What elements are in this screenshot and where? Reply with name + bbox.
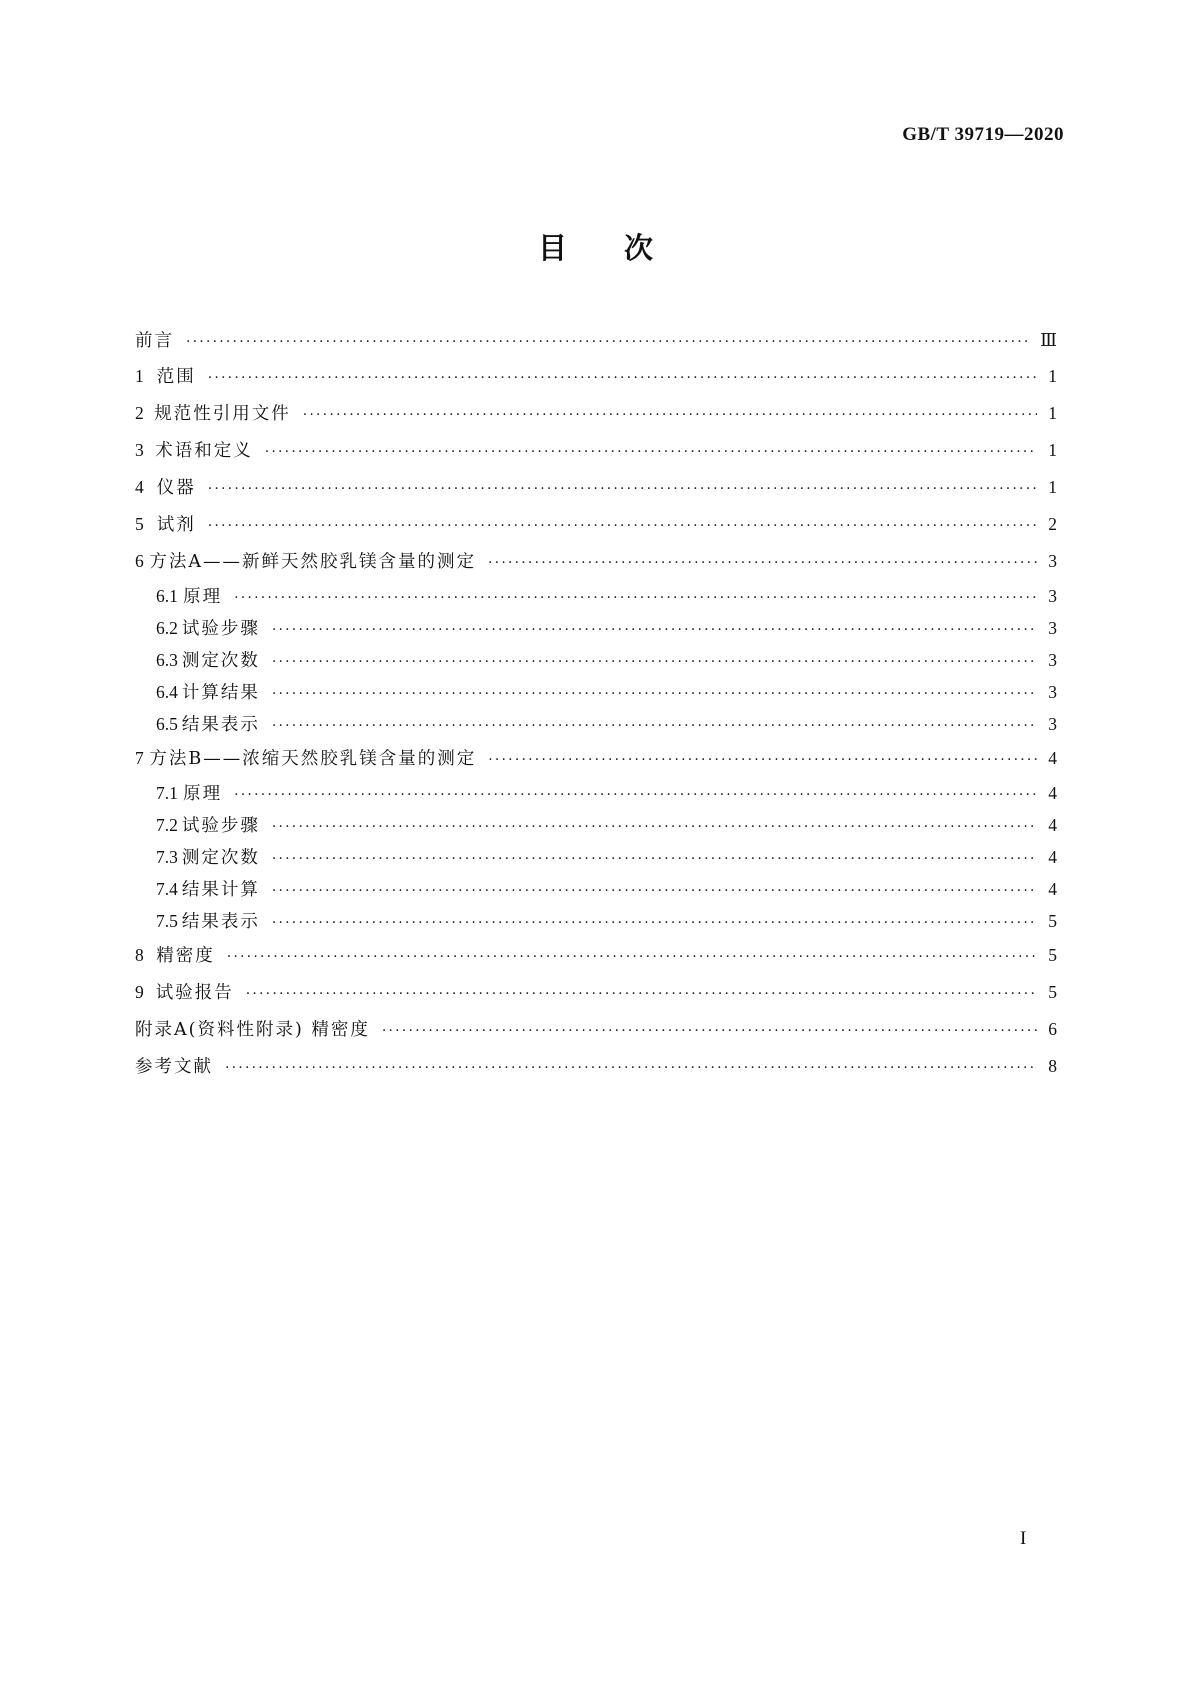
toc-entry[interactable] (135, 937, 1057, 974)
toc-entry-number: 7.2 (156, 815, 178, 835)
toc-entry-page: 5 (1048, 945, 1057, 965)
toc-entry-number: 7.5 (156, 911, 178, 931)
toc-entry-number: 6 (135, 551, 144, 571)
toc-entry-number: 1 (135, 366, 144, 386)
toc-entry-label: 附录A(资料性附录) 精密度 (135, 1020, 370, 1040)
standard-code: GB/T 39719—2020 (902, 124, 1064, 145)
toc-entry-page: 4 (1048, 783, 1057, 803)
toc-entry[interactable] (135, 809, 1057, 841)
toc-entry-label: 计算结果 (181, 683, 260, 703)
toc-entry-page: 4 (1048, 748, 1057, 768)
toc-entry[interactable] (135, 974, 1057, 1011)
toc-entry-number: 6.2 (156, 618, 178, 638)
toc-entry[interactable] (135, 395, 1057, 432)
toc-entry-number: 7.4 (156, 879, 178, 899)
toc-entry-number: 6.3 (156, 650, 178, 670)
toc-entry-label: 范围 (156, 367, 196, 387)
toc-entry-number: 7 (135, 748, 144, 768)
toc-entry[interactable] (135, 322, 1057, 358)
toc-entry-label: 试验步骤 (181, 619, 260, 639)
toc-entry-page: Ⅲ (1040, 330, 1057, 350)
dot-leader (303, 397, 1037, 434)
toc-entry-page: 8 (1048, 1056, 1057, 1076)
toc-entry[interactable] (135, 708, 1057, 740)
dot-leader (272, 614, 1037, 646)
toc-entry-label: 原理 (183, 587, 223, 607)
dot-leader (234, 582, 1037, 614)
toc-entry[interactable] (135, 873, 1057, 905)
toc-entry-page: 1 (1048, 366, 1057, 386)
toc-entry-number: 3 (135, 440, 144, 460)
toc-entry[interactable] (135, 841, 1057, 873)
dot-leader (488, 545, 1037, 582)
dot-leader (186, 324, 1032, 360)
toc-entry-number: 6.5 (156, 714, 178, 734)
toc-entry[interactable] (135, 1048, 1057, 1085)
toc-entry-number: 6.4 (156, 682, 178, 702)
toc-entry-page: 3 (1048, 618, 1057, 638)
toc-entry[interactable] (135, 740, 1057, 777)
dot-leader (272, 907, 1037, 939)
toc-entry-page: 4 (1048, 815, 1057, 835)
dot-leader (208, 471, 1037, 508)
dot-leader (227, 939, 1037, 976)
toc-entry[interactable] (135, 580, 1057, 612)
toc-entry-label: 方法A——新鲜天然胶乳镁含量的测定 (149, 552, 477, 572)
toc-entry-page: 4 (1048, 847, 1057, 867)
toc-entry-page: 3 (1048, 551, 1057, 571)
dot-leader (488, 742, 1037, 779)
toc-entry-page: 3 (1048, 650, 1057, 670)
toc-entry-label: 精密度 (156, 946, 215, 966)
toc-entry-label: 术语和定义 (155, 441, 253, 461)
toc-entry-page: 5 (1048, 982, 1057, 1002)
toc-entry-label: 仪器 (156, 478, 196, 498)
page-title: 目次 (537, 231, 710, 265)
toc-entry-label: 原理 (183, 784, 223, 804)
toc-entry[interactable] (135, 777, 1057, 809)
dot-leader (208, 508, 1037, 545)
toc-entry-page: 1 (1048, 477, 1057, 497)
toc-entry[interactable] (135, 358, 1057, 395)
toc-entry-number: 7.3 (156, 847, 178, 867)
dot-leader (246, 976, 1037, 1013)
toc-entry-page: 6 (1048, 1019, 1057, 1039)
toc-entry-number: 9 (135, 982, 144, 1002)
toc-entry-label: 结果表示 (181, 715, 260, 735)
toc-entry[interactable] (135, 432, 1057, 469)
dot-leader (272, 646, 1037, 678)
toc-entry-label: 结果计算 (181, 880, 260, 900)
toc-entry[interactable] (135, 469, 1057, 506)
toc-entry-label: 测定次数 (181, 651, 260, 671)
toc-entry-label: 前言 (135, 331, 174, 351)
toc-entry-label: 参考文献 (135, 1057, 213, 1077)
dot-leader (272, 875, 1037, 907)
page-number: I (1020, 1528, 1027, 1549)
toc-entry-number: 8 (135, 945, 144, 965)
toc-entry[interactable] (135, 612, 1057, 644)
dot-leader (382, 1013, 1037, 1050)
dot-leader (272, 710, 1037, 742)
toc-entry-label: 规范性引用文件 (154, 404, 291, 424)
toc-entry-page: 1 (1048, 440, 1057, 460)
dot-leader (208, 360, 1037, 397)
toc-entry-page: 5 (1048, 911, 1057, 931)
toc-entry-number: 5 (135, 514, 144, 534)
toc-entry-label: 测定次数 (181, 848, 260, 868)
toc-entry-label: 试验报告 (155, 983, 234, 1003)
toc-entry-label: 结果表示 (181, 912, 260, 932)
toc-entry-label: 试验步骤 (181, 816, 260, 836)
dot-leader (272, 678, 1037, 710)
toc-entry[interactable] (135, 905, 1057, 937)
toc-entry-page: 2 (1048, 514, 1057, 534)
table-of-contents (135, 322, 1057, 1085)
toc-entry-label: 试剂 (156, 515, 196, 535)
toc-entry-label: 方法B——浓缩天然胶乳镁含量的测定 (149, 749, 477, 769)
toc-entry-page: 3 (1048, 714, 1057, 734)
toc-entry-page: 3 (1048, 682, 1057, 702)
toc-entry[interactable] (135, 644, 1057, 676)
dot-leader (225, 1050, 1037, 1087)
dot-leader (272, 811, 1037, 843)
toc-entry-number: 7.1 (156, 783, 178, 803)
toc-entry[interactable] (135, 676, 1057, 708)
toc-entry-number: 4 (135, 477, 144, 497)
toc-entry-page: 4 (1048, 879, 1057, 899)
dot-leader (234, 779, 1037, 811)
toc-entry-number: 6.1 (156, 586, 178, 606)
dot-leader (272, 843, 1037, 875)
toc-entry[interactable] (135, 1011, 1057, 1048)
dot-leader (265, 434, 1037, 471)
toc-entry[interactable] (135, 543, 1057, 580)
toc-entry[interactable] (135, 506, 1057, 543)
toc-entry-number: 2 (135, 403, 144, 423)
toc-entry-page: 3 (1048, 586, 1057, 606)
toc-entry-page: 1 (1048, 403, 1057, 423)
